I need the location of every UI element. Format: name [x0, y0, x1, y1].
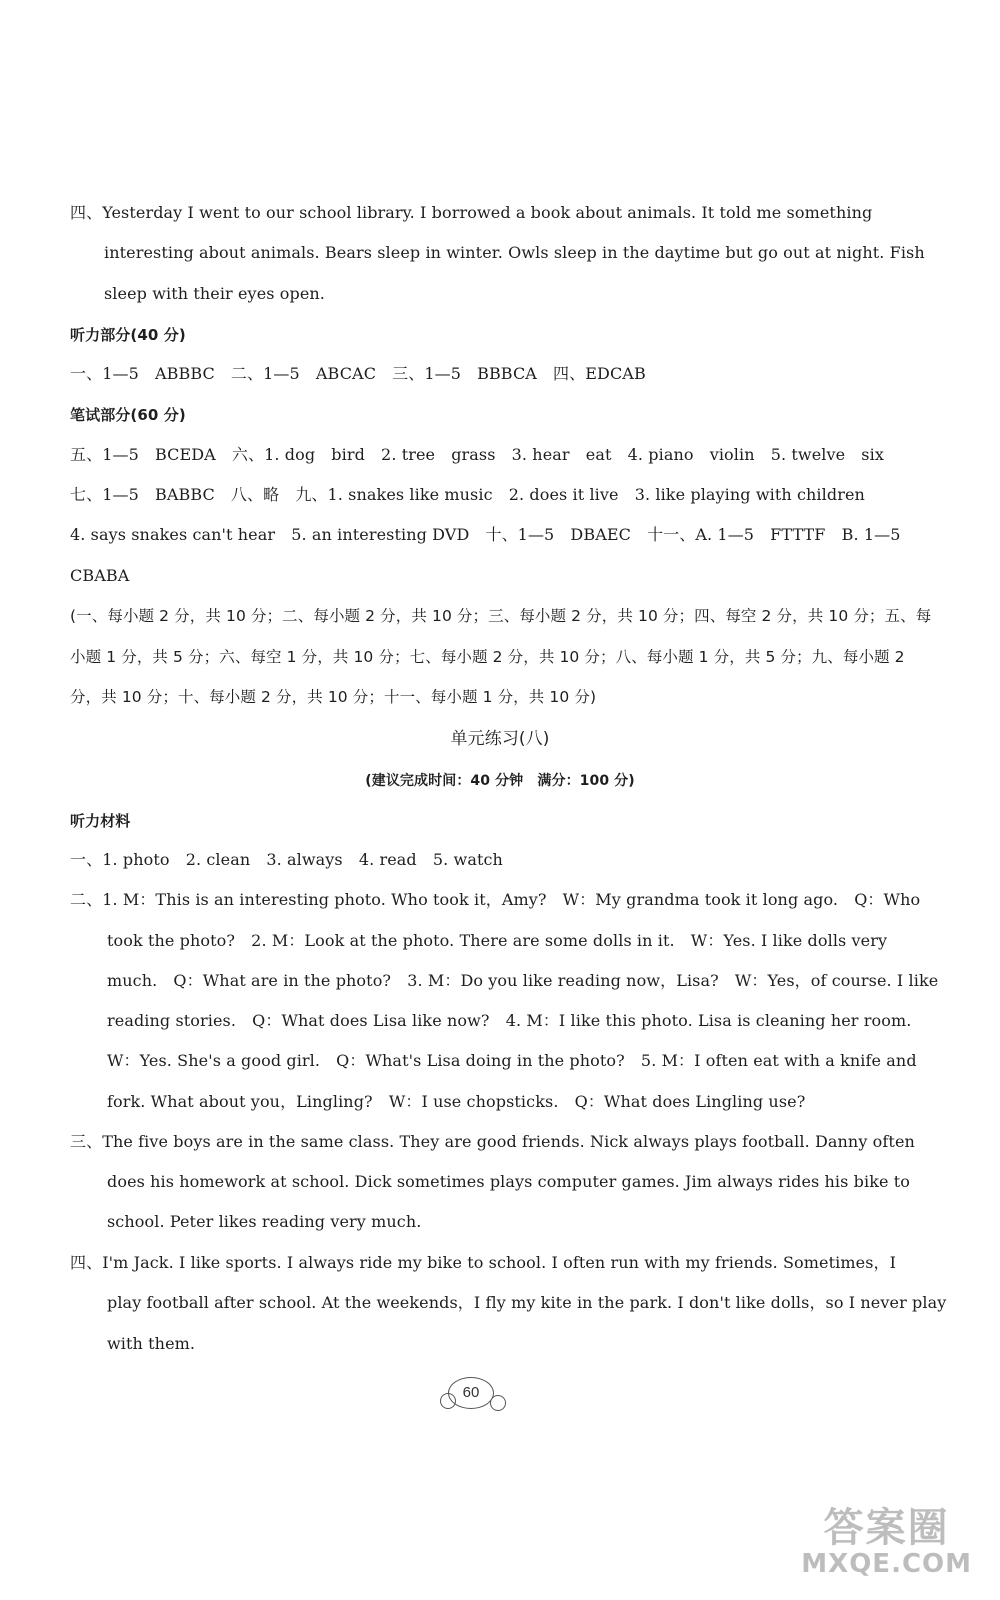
- unit-title: 单元练习(八): [450, 729, 550, 749]
- written-answers-line-2: 七、1—5 BABBC 八、略 九、1. snakes like music 2. does it live 3. like playing with children: [70, 485, 865, 504]
- material-3-line-1: 三、The five boys are in the same class. They are good friends. Nick always plays football. Danny often: [70, 1132, 915, 1151]
- scoring-note-line-2: 小题 1 分，共 5 分；六、每空 1 分，共 10 分；七、每小题 2 分，共 10 分；八、每小题 1 分，共 5 分；九、每小题 2: [70, 648, 905, 666]
- watermark: [801, 1506, 972, 1578]
- material-2-line-3: much. Q：What are in the photo? 3. M：Do you like reading now，Lisa? W：Yes，of course. I like: [107, 971, 939, 990]
- materials-title: 听力材料: [70, 812, 131, 830]
- scoring-note-line-1: (一、每小题 2 分，共 10 分；二、每小题 2 分，共 10 分；三、每小题 2 分，共 10 分；四、每空 2 分，共 10 分；五、每: [70, 607, 932, 625]
- listening-part-title: 听力部分(40 分): [70, 326, 186, 344]
- section4-line-3: sleep with their eyes open.: [104, 284, 325, 303]
- material-2-line-1: 二、1. M：This is an interesting photo. Who took it，Amy? W：My grandma took it long ago. Q：Who: [70, 890, 921, 909]
- scoring-note-line-3: 分，共 10 分；十、每小题 2 分，共 10 分；十一、每小题 1 分，共 10 分): [70, 688, 597, 706]
- material-1: 一、1. photo 2. clean 3. always 4. read 5. watch: [70, 850, 503, 869]
- page-number-badge: [440, 1375, 510, 1415]
- listening-answers: 一、1—5 ABBBC 二、1—5 ABCAC 三、1—5 BBBCA 四、EDCAB: [70, 364, 646, 383]
- material-4-line-3: with them.: [107, 1334, 196, 1353]
- material-2-line-5: W：Yes. She's a good girl. Q：What's Lisa doing in the photo? 5. M：I often eat with a knife and: [107, 1051, 917, 1070]
- written-answers-line-4: CBABA: [70, 566, 130, 585]
- unit-subtitle: (建议完成时间：40 分钟 满分：100 分): [365, 773, 635, 789]
- page-number: 60: [448, 1377, 494, 1409]
- material-4-line-2: play football after school. At the weekends，I fly my kite in the park. I don't like dolls，so I never play: [107, 1293, 947, 1312]
- material-2-line-2: took the photo? 2. M：Look at the photo. There are some dolls in it. W：Yes. I like dolls very: [107, 931, 888, 950]
- section4-line-2: interesting about animals. Bears sleep in winter. Owls sleep in the daytime but go out at night. Fish: [104, 243, 925, 262]
- material-2-line-6: fork. What about you，Lingling? W：I use chopsticks. Q：What does Lingling use?: [107, 1092, 806, 1111]
- watermark-url: MXQE.COM: [801, 1549, 972, 1579]
- material-4-line-1: 四、I'm Jack. I like sports. I always ride my bike to school. I often run with my friends. Sometimes，I: [70, 1253, 897, 1272]
- section4-line-1: 四、Yesterday I went to our school library. I borrowed a book about animals. It told me something: [70, 203, 873, 222]
- watermark-logo-text: 答案圈: [823, 1505, 950, 1551]
- material-3-line-2: does his homework at school. Dick sometimes plays computer games. Jim always rides his bike to: [107, 1172, 911, 1191]
- written-part-title: 笔试部分(60 分): [70, 406, 186, 424]
- written-answers-line-1: 五、1—5 BCEDA 六、1. dog bird 2. tree grass 3. hear eat 4. piano violin 5. twelve six: [70, 445, 884, 464]
- material-3-line-3: school. Peter likes reading very much.: [107, 1212, 422, 1231]
- written-answers-line-3: 4. says snakes can't hear 5. an interesting DVD 十、1—5 DBAEC 十一、A. 1—5 FTTTF B. 1—5: [70, 525, 901, 544]
- material-2-line-4: reading stories. Q：What does Lisa like now? 4. M：I like this photo. Lisa is cleaning her room.: [107, 1011, 912, 1030]
